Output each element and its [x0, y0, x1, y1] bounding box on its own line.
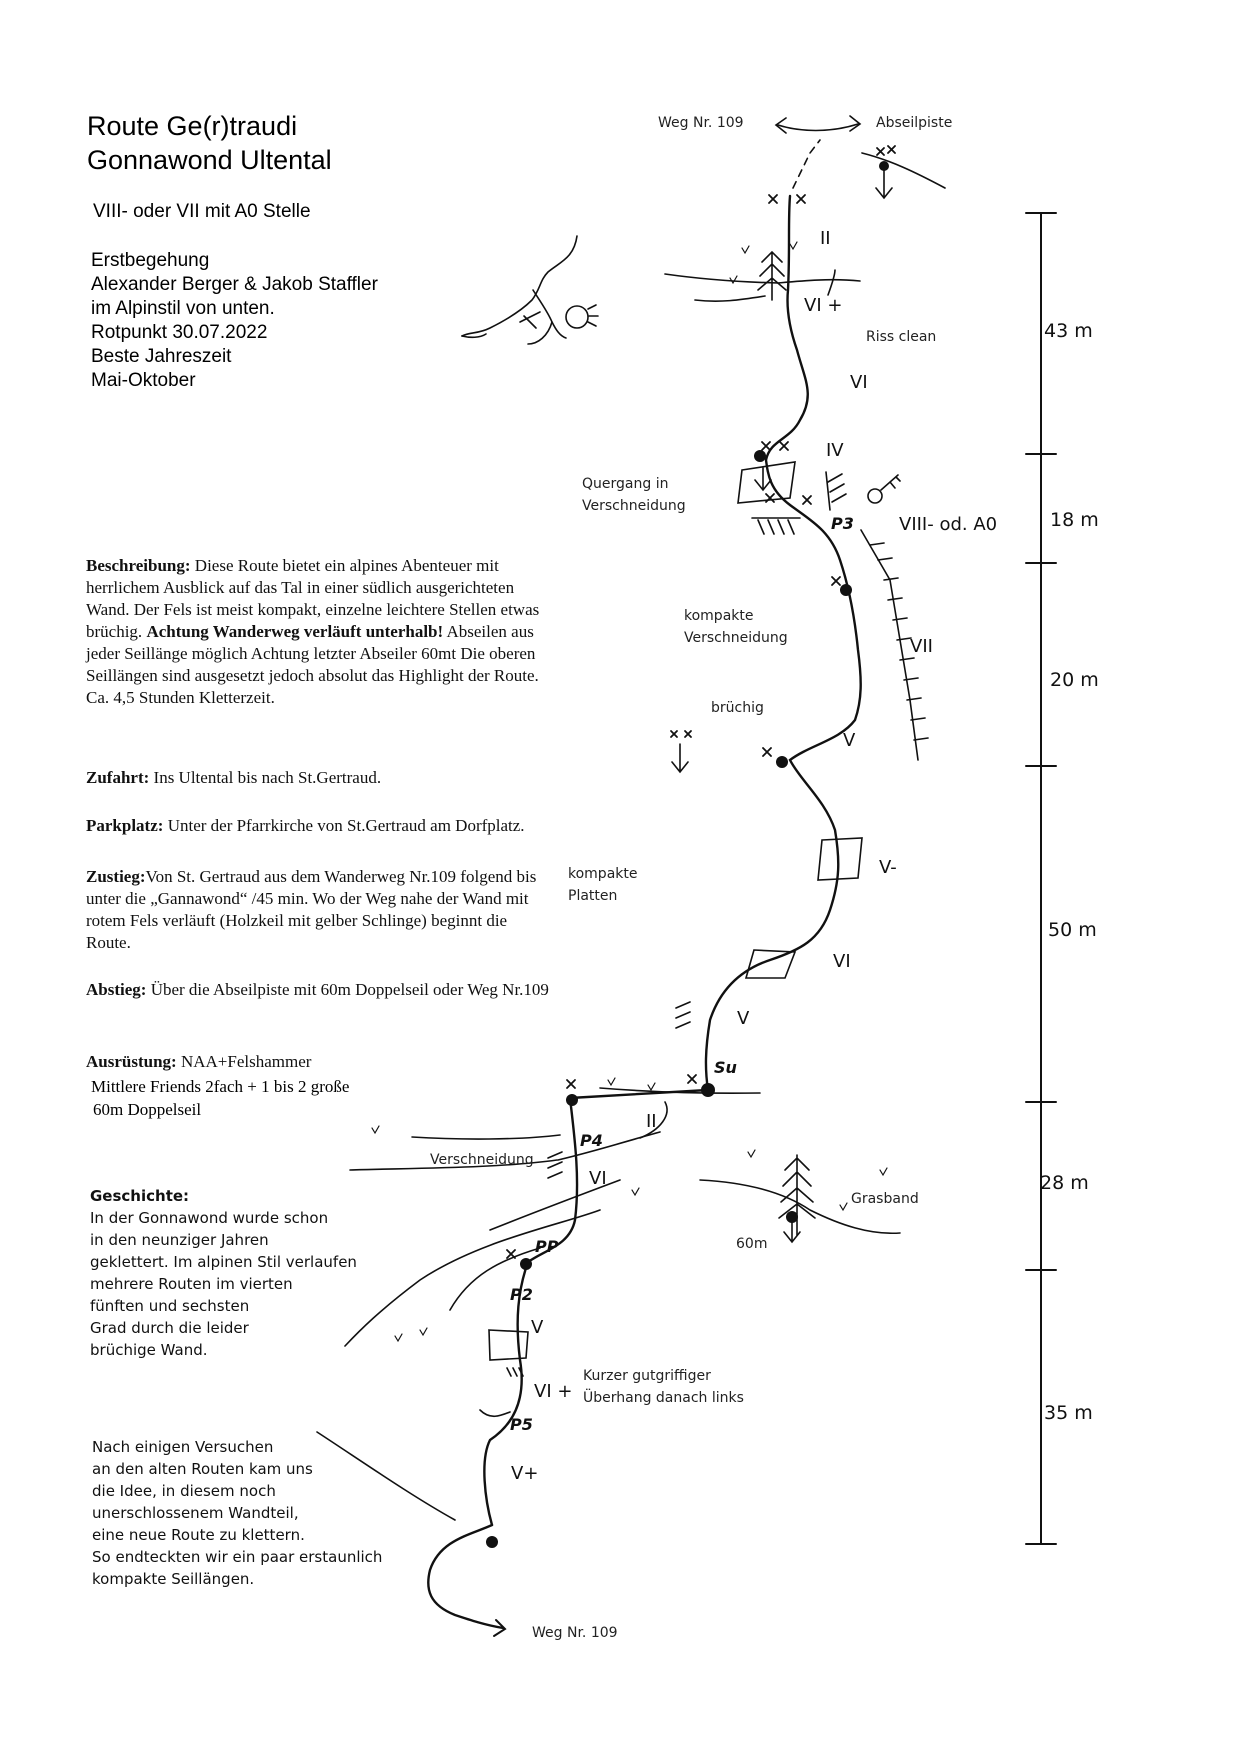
parkplatz-label: Parkplatz:: [86, 816, 164, 835]
route-title: Route Ge(r)traudi: [87, 111, 298, 141]
point-label: P2: [510, 1285, 533, 1304]
rappel-arrow: [672, 744, 688, 772]
grade-label: VII: [910, 636, 933, 657]
zustieg-label: Zustieg:: [86, 867, 146, 886]
description-label: Beschreibung:: [86, 556, 191, 575]
history-label: Geschichte:: [90, 1187, 190, 1205]
story-line: unerschlossenem Wandteil,: [92, 1504, 299, 1522]
grade-label: II: [820, 228, 831, 249]
grade-label: VI: [850, 372, 868, 393]
history-line: geklettert. Im alpinen Stil verlaufen: [90, 1253, 357, 1271]
pitch-note: 60m: [736, 1236, 768, 1252]
grade-label: VI: [833, 951, 851, 972]
pitch-note: kompakte: [684, 608, 754, 624]
grade-label: V+: [511, 1463, 539, 1484]
pitch-note: Grasband: [851, 1191, 919, 1207]
grade-label: VI +: [804, 295, 843, 316]
first-ascent-line: Rotpunkt 30.07.2022: [91, 322, 268, 343]
tree-icon: [779, 1155, 815, 1235]
grass-tufts: [372, 242, 887, 1341]
grade-label: V: [843, 730, 856, 751]
belay-points: [486, 161, 889, 1548]
path-top: [862, 153, 945, 188]
ausruestung-line-3: 60m Doppelseil: [93, 1100, 202, 1119]
grade-label: V: [737, 1008, 750, 1029]
story-line: kompakte Seillängen.: [92, 1570, 255, 1588]
route-location: Gonnawond Ultental: [87, 145, 332, 175]
story-line: So endteckten wir ein paar erstaunlich: [92, 1548, 383, 1566]
parkplatz-text: Unter der Pfarrkirche von St.Gertraud am Dorfplatz.: [163, 816, 525, 835]
grade-label: V: [531, 1317, 544, 1338]
pitch-length: 50 m: [1048, 919, 1097, 941]
pitch-note: Riss clean: [866, 329, 937, 345]
grade-label: IV: [826, 440, 844, 461]
zufahrt-text: Ins Ultental bis nach St.Gertraud.: [149, 768, 382, 787]
pitch-length: 35 m: [1044, 1402, 1093, 1424]
abstieg-label: Abstieg:: [86, 980, 147, 999]
pitch-note: Verschneidung: [582, 498, 686, 514]
pitch-note: Verschneidung: [684, 630, 788, 646]
point-label: Su: [714, 1058, 737, 1077]
rappel-arrow: [876, 168, 892, 198]
grade-label: VI: [589, 1168, 607, 1189]
grade-label: II: [646, 1111, 657, 1132]
story-line: an den alten Routen kam uns: [92, 1460, 313, 1478]
pitch-note: Kurzer gutgriffiger: [583, 1368, 711, 1384]
story-line: die Idee, in diesem noch: [92, 1482, 276, 1500]
history-line: Grad durch die leider: [90, 1319, 249, 1337]
ausruestung-text: NAA+Felshammer: [176, 1052, 312, 1071]
history-line: fünften und sechsten: [90, 1297, 250, 1315]
description-text-2: Abseilen aus jeder Seillänge möglich Achtung letzter Abseiler 60mt Die oberen Seillängen sind ausgesetzt jedoch absolut das Highlight der Route. Ca. 4,5 Stunden Kletterzeit.: [86, 622, 539, 707]
history-line: mehrere Routen im vierten: [90, 1275, 293, 1293]
point-label: P3: [831, 514, 854, 533]
trail-label-top: Weg Nr. 109: [658, 115, 744, 131]
pitch-note: Platten: [568, 888, 618, 904]
pitch-note: Quergang in: [582, 476, 669, 492]
path-warning: Achtung Wanderweg verläuft unterhalb!: [146, 622, 444, 641]
pitch-note: brüchig: [711, 700, 764, 716]
route-grade: VIII- oder VII mit A0 Stelle: [93, 201, 311, 222]
length-scale: [1026, 213, 1056, 1544]
description-text: Diese Route bietet ein alpines Abenteuer mit herrlichem Ausblick auf das Tal in einer südlich ausgerichteten Wand. Der Fels ist meist kompakt, einzelne leichtere Stellen etwas brüchig.: [86, 556, 540, 641]
grade-label: VI +: [534, 1381, 573, 1402]
story-line: eine neue Route zu klettern.: [92, 1526, 305, 1544]
grade-label: VIII- od. A0: [899, 514, 998, 535]
pitch-length: 20 m: [1050, 669, 1099, 691]
pitch-note: Verschneidung: [430, 1152, 534, 1168]
history-line: In der Gonnawond wurde schon: [90, 1209, 329, 1227]
abseil-label: Abseilpiste: [876, 115, 953, 131]
trail-label-bottom: Weg Nr. 109: [532, 1625, 618, 1641]
first-ascent-line: Erstbegehung: [91, 250, 210, 271]
first-ascent-line: Beste Jahreszeit: [91, 346, 232, 367]
point-label: P5: [510, 1415, 533, 1434]
first-ascent-line: Alexander Berger & Jakob Staffler: [91, 274, 378, 295]
first-ascent-line: Mai-Oktober: [91, 370, 196, 391]
key-icon: [868, 475, 900, 503]
history-line: brüchige Wand.: [90, 1341, 208, 1359]
history-line: in den neunziger Jahren: [90, 1231, 269, 1249]
tree-icon: [758, 252, 786, 300]
pitch-length: 28 m: [1040, 1172, 1089, 1194]
zufahrt-label: Zufahrt:: [86, 768, 150, 787]
pitch-note: Überhang danach links: [583, 1390, 744, 1406]
point-label: P4: [580, 1131, 603, 1150]
pitch-note: kompakte: [568, 866, 638, 882]
pitch-length: 43 m: [1044, 320, 1093, 342]
climber-sketch: [462, 236, 598, 344]
abstieg-text: Über die Abseilpiste mit 60m Doppelseil oder Weg Nr.109: [146, 980, 549, 999]
ausruestung-line-2: Mittlere Friends 2fach + 1 bis 2 große: [91, 1077, 350, 1096]
zustieg-text: Von St. Gertraud aus dem Wanderweg Nr.109 folgend bis unter die „Gannawond“ /45 min. Wo der Weg nahe der Wand mit rotem Fels verläuft (Holzkeil mit gelber Schlinge) beginnt die Route.: [86, 867, 537, 952]
pitch-length: 18 m: [1050, 509, 1099, 531]
first-ascent-line: im Alpinstil von unten.: [91, 298, 275, 319]
point-label: PP: [535, 1237, 559, 1256]
ausruestung-label: Ausrüstung:: [86, 1052, 177, 1071]
grade-label: V-: [879, 857, 897, 878]
story-line: Nach einigen Versuchen: [92, 1438, 274, 1456]
